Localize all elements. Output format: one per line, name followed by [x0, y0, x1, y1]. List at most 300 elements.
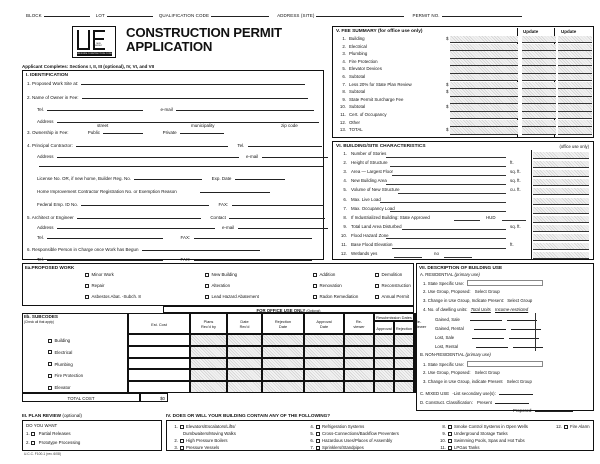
plan-review-item-1-number: 1.	[26, 431, 30, 436]
hud-input[interactable]	[502, 215, 526, 222]
subcode-row-option[interactable]	[48, 373, 83, 378]
permit-no-label: PERMIT NO.	[412, 13, 440, 18]
proposed-work-checkbox[interactable]	[313, 284, 317, 288]
fee-row-update1-input[interactable]	[522, 120, 556, 127]
characteristic-office-input[interactable]	[533, 198, 589, 205]
residential-note: (primary use)	[454, 272, 480, 277]
subcode-est-cost-input[interactable]	[128, 334, 190, 346]
fee-row-update2-input[interactable]	[558, 44, 592, 51]
characteristic-number: 2.	[343, 160, 347, 166]
subcode-office-cell[interactable]	[262, 381, 304, 393]
nonresidential-change-use-value[interactable]: Select Group	[506, 379, 532, 384]
contractor-address-input-2[interactable]	[39, 161, 323, 167]
wetlands-no-input[interactable]	[444, 251, 472, 258]
subcode-office-cell[interactable]	[304, 369, 344, 381]
proposed-work-option[interactable]	[85, 283, 104, 288]
subcode-office-cell[interactable]	[394, 381, 414, 393]
subcodes-column-header: Approval Date	[304, 313, 344, 334]
option-label: Hazardous Uses/Places of Assembly	[322, 438, 393, 443]
plan-review-item-1[interactable]	[26, 431, 71, 436]
fee-row-update2-input[interactable]	[558, 127, 592, 134]
dwelling-unit-row	[435, 324, 543, 331]
characteristic-label: Max. Live Load	[351, 196, 381, 202]
building-contains-option[interactable]	[171, 424, 235, 429]
building-contains-checkbox[interactable]	[564, 425, 568, 429]
owner-tel-input[interactable]	[47, 105, 143, 111]
subcode-checkbox[interactable]	[48, 350, 52, 354]
federal-emp-id-input[interactable]	[81, 200, 209, 206]
building-contains-option[interactable]	[439, 438, 525, 443]
building-contains-option[interactable]	[307, 438, 392, 443]
characteristic-office-input[interactable]	[533, 216, 589, 223]
fee-row-amount-input[interactable]	[450, 51, 518, 58]
subcodes-column-header: Plans Rec'd by	[190, 313, 227, 334]
section-identification	[22, 70, 324, 260]
subcode-est-cost-input[interactable]	[128, 381, 190, 393]
characteristic-office-input[interactable]	[533, 161, 589, 168]
characteristic-label: Base Flood Elevation	[351, 242, 393, 247]
fee-row-update2-input[interactable]	[558, 104, 592, 111]
page-title-line1: CONSTRUCTION PERMIT	[126, 25, 282, 40]
prototype-processing-label: Prototype Processing	[38, 440, 81, 445]
fee-row	[336, 97, 592, 104]
lot-label: LOT	[95, 13, 105, 18]
fee-row-dollar-sign: $	[446, 89, 449, 95]
building-contains-checkbox[interactable]	[180, 425, 184, 429]
fee-row-update2-input[interactable]	[558, 120, 592, 127]
subcode-office-cell[interactable]	[374, 334, 394, 346]
subcode-office-cell[interactable]	[344, 381, 374, 393]
characteristic-label: Wetlands yes	[351, 251, 378, 257]
characteristic-input[interactable]	[392, 242, 506, 249]
subcode-office-cell[interactable]	[374, 381, 394, 393]
dwelling-total-input[interactable]	[470, 315, 502, 321]
qualification-code-input[interactable]	[211, 11, 269, 17]
proposed-work-option[interactable]	[313, 283, 342, 288]
resubmission-subheader: Approval	[374, 321, 394, 334]
responsible-person-input[interactable]	[142, 245, 260, 251]
building-contains-option[interactable]	[439, 445, 479, 450]
characteristic-input[interactable]	[390, 160, 506, 167]
characteristic-label: Flood Hazard Zone	[351, 232, 389, 238]
section-2a-heading: IIa.PROPOSED WORK	[25, 265, 75, 270]
block-input[interactable]	[44, 11, 90, 17]
fee-row-update1-input[interactable]	[522, 112, 556, 119]
characteristic-input[interactable]	[386, 151, 506, 158]
characteristic-label: Max. Occupancy Load	[351, 205, 395, 211]
option-number: 6.	[310, 438, 314, 443]
subcode-office-cell[interactable]	[394, 358, 414, 370]
dwelling-total-input[interactable]	[476, 342, 508, 348]
proposed-work-site-input[interactable]	[81, 79, 305, 85]
fee-row-update1-input[interactable]	[522, 89, 556, 96]
fee-row-update1-input[interactable]	[522, 51, 556, 58]
characteristic-label: Number of Stories	[351, 151, 387, 156]
subcode-office-cell[interactable]	[374, 346, 394, 358]
fee-row-dollar-sign: $	[446, 36, 449, 41]
subcode-est-cost-input[interactable]	[128, 346, 190, 358]
construction-present-input[interactable]	[495, 398, 529, 404]
contractor-email-input[interactable]	[262, 152, 328, 158]
subcode-office-cell[interactable]	[374, 369, 394, 381]
building-characteristic-row	[336, 187, 592, 195]
nonresidential-use-group-value[interactable]: Select Group	[474, 370, 500, 375]
subcode-office-cell[interactable]	[374, 358, 394, 370]
characteristic-label: If Industrialized Building: State Approved	[351, 214, 430, 220]
characteristic-office-input[interactable]	[533, 179, 589, 186]
fee-row-amount-input[interactable]	[450, 97, 518, 104]
fee-row-amount-input[interactable]	[450, 59, 518, 66]
characteristic-unit: sq. ft.	[510, 169, 521, 175]
owner-address-label: Address	[37, 119, 54, 124]
proposed-work-option[interactable]	[85, 272, 114, 277]
principal-contractor-label: 4. Principal Contractor:	[27, 143, 73, 148]
characteristic-unit: ft.	[510, 242, 514, 247]
characteristic-label: Volume of New Structure	[351, 187, 400, 193]
characteristic-office-input[interactable]	[533, 170, 589, 177]
fee-row-update2-input[interactable]	[558, 112, 592, 119]
proposed-work-option[interactable]	[85, 294, 141, 299]
architect-tel-input[interactable]	[47, 233, 163, 239]
ownership-private-label: Private	[162, 130, 177, 135]
building-contains-option[interactable]	[555, 424, 590, 429]
fee-row-update1-input[interactable]	[522, 36, 556, 43]
fee-row-amount-input[interactable]	[450, 44, 518, 51]
building-characteristic-row	[336, 169, 592, 177]
construction-proposed-input[interactable]	[535, 406, 573, 412]
responsible-fax-input[interactable]	[194, 255, 312, 261]
permit-no-input[interactable]	[442, 11, 522, 17]
proposed-work-checkbox[interactable]	[375, 295, 379, 299]
building-contains-checkbox[interactable]	[448, 439, 452, 443]
subcode-office-cell[interactable]	[227, 334, 262, 346]
responsible-tel-input[interactable]	[47, 255, 163, 261]
characteristic-input[interactable]	[392, 169, 506, 176]
contractor-email-label: e-mail	[246, 154, 259, 159]
fee-row-amount-input[interactable]	[450, 127, 518, 134]
fee-row-update2-input[interactable]	[558, 89, 592, 96]
residential-use-group-value[interactable]: Select Group	[474, 289, 500, 294]
page-title	[126, 26, 326, 53]
proposed-work-checkbox[interactable]	[375, 273, 379, 277]
proposed-work-option[interactable]	[205, 272, 237, 277]
characteristic-input[interactable]	[402, 224, 506, 231]
architect-email-label: e-mail	[222, 225, 235, 230]
fee-row-update2-input[interactable]	[558, 66, 592, 73]
option-label: High Pressure Boilers	[186, 438, 228, 443]
subcode-office-cell[interactable]	[344, 346, 374, 358]
partial-releases-label: Partial Releases	[38, 431, 71, 436]
architect-address-input[interactable]	[57, 223, 215, 229]
building-contains-checkbox[interactable]	[316, 439, 320, 443]
subcode-label: Elevator	[54, 385, 71, 391]
subcode-office-cell[interactable]	[227, 381, 262, 393]
subcode-office-cell[interactable]	[227, 369, 262, 381]
owner-email-input[interactable]	[176, 105, 314, 111]
characteristic-office-input[interactable]	[533, 252, 589, 259]
fee-row-label: Building	[349, 36, 365, 41]
fee-row-update1-input[interactable]	[522, 59, 556, 66]
building-contains-option[interactable]	[439, 424, 528, 429]
characteristic-office-input[interactable]	[533, 234, 589, 241]
subcode-checkbox[interactable]	[48, 374, 52, 378]
proposed-work-option[interactable]	[205, 294, 259, 299]
dwelling-income-restricted-input[interactable]	[511, 324, 541, 330]
building-contains-checkbox[interactable]	[180, 446, 184, 450]
proposed-work-checkbox[interactable]	[375, 284, 379, 288]
subcode-label: Building	[54, 338, 71, 343]
mixed-use-input[interactable]	[499, 389, 533, 395]
fee-row-number: 8.	[342, 89, 346, 95]
subcode-office-cell[interactable]	[304, 346, 344, 358]
fee-row-update2-input[interactable]	[558, 36, 592, 43]
proposed-work-option[interactable]	[375, 294, 409, 299]
residential-title: A. RESIDENTIAL	[420, 272, 454, 277]
subcode-office-cell[interactable]	[262, 346, 304, 358]
fee-row-amount-input[interactable]	[450, 82, 518, 89]
architect-fax-input[interactable]	[194, 233, 312, 239]
building-contains-checkbox[interactable]	[316, 425, 320, 429]
building-contains-checkbox[interactable]	[316, 446, 320, 450]
ownership-private-input[interactable]	[180, 128, 224, 134]
building-contains-checkbox[interactable]	[448, 432, 452, 436]
partial-releases-checkbox[interactable]	[31, 432, 35, 436]
building-contains-checkbox[interactable]	[180, 439, 184, 443]
plan-review-item-2[interactable]	[26, 440, 80, 445]
subcode-office-cell[interactable]	[262, 358, 304, 370]
fee-row-amount-input[interactable]	[450, 104, 518, 111]
fee-row-amount-input[interactable]	[450, 89, 518, 96]
fee-row-number: 7.	[342, 81, 346, 87]
fee-row-amount-input[interactable]	[450, 74, 518, 81]
section-6-heading: VI. BUILDING/SITE CHARACTERISTICS	[336, 143, 426, 149]
subcode-office-cell[interactable]	[227, 346, 262, 358]
characteristic-office-input[interactable]	[533, 188, 589, 195]
fee-row-update2-input[interactable]	[558, 74, 592, 81]
option-label: Smoke Control Systems in Open Wells	[454, 424, 528, 429]
owner-tel-label: Tel.	[37, 107, 45, 112]
contractor-address-input[interactable]	[57, 152, 239, 158]
section-building-site-characteristics	[332, 141, 594, 260]
subcode-office-cell[interactable]	[304, 334, 344, 346]
building-contains-checkbox[interactable]	[448, 446, 452, 450]
proposed-work-option[interactable]	[375, 283, 411, 288]
section-6-office-use-note: (office use only)	[559, 144, 589, 149]
address-site-label: ADDRESS (SITE)	[277, 13, 315, 18]
subcode-office-cell[interactable]	[262, 334, 304, 346]
proposed-work-site-label: 1. Proposed Work Site at:	[27, 81, 79, 86]
fee-row-update1-input[interactable]	[522, 44, 556, 51]
building-contains-option[interactable]	[307, 424, 364, 429]
proposed-work-checkbox[interactable]	[85, 284, 89, 288]
building-characteristic-row	[336, 251, 592, 259]
characteristic-number: 4.	[343, 178, 347, 184]
fee-row-amount-input[interactable]	[450, 112, 518, 119]
building-contains-checkbox[interactable]	[316, 432, 320, 436]
fee-row-update1-input[interactable]	[522, 97, 556, 104]
address-sub-street: street	[97, 123, 109, 128]
subcode-office-cell[interactable]	[344, 358, 374, 370]
contractor-fax-input[interactable]	[232, 200, 324, 206]
owner-name-label: 2. Name of Owner in Fee:	[27, 95, 79, 100]
building-contains-option[interactable]	[307, 431, 399, 436]
subcode-office-cell[interactable]	[190, 358, 227, 370]
fee-row-label: TOTAL	[349, 127, 363, 133]
proposed-work-option[interactable]	[313, 294, 358, 299]
subcode-label: Plumbing	[54, 361, 73, 367]
building-characteristic-row	[336, 160, 592, 168]
subcode-office-cell[interactable]	[344, 334, 374, 346]
hic-registration-input[interactable]	[200, 187, 270, 193]
fee-row-update1-input[interactable]	[522, 66, 556, 73]
dwelling-unit-row	[435, 315, 539, 322]
fee-row-update2-input[interactable]	[558, 82, 592, 89]
wetlands-yes-input[interactable]	[394, 251, 422, 258]
prototype-processing-checkbox[interactable]	[31, 441, 35, 445]
characteristic-office-input[interactable]	[533, 152, 589, 159]
residential-state-use-input[interactable]	[467, 280, 543, 286]
subcode-office-cell[interactable]	[394, 334, 414, 346]
characteristic-input[interactable]	[380, 197, 506, 204]
fee-row-update2-input[interactable]	[558, 51, 592, 58]
fee-row-update1-input[interactable]	[522, 74, 556, 81]
fee-row-amount-input[interactable]	[450, 66, 518, 73]
proposed-work-checkbox[interactable]	[313, 273, 317, 277]
fee-row-dollar-sign: $	[446, 104, 449, 110]
characteristic-input[interactable]	[398, 187, 506, 194]
subcode-checkbox[interactable]	[48, 339, 52, 343]
subcode-office-cell[interactable]	[190, 381, 227, 393]
characteristic-number: 12.	[340, 251, 347, 257]
building-contains-option[interactable]	[171, 438, 228, 443]
responsible-tel-label: Tel.	[37, 257, 45, 262]
dwelling-income-restricted-input[interactable]	[507, 315, 537, 321]
contractor-tel-input[interactable]	[248, 141, 322, 147]
fee-row-amount-input[interactable]	[450, 36, 518, 43]
proposed-work-option[interactable]	[205, 283, 230, 288]
subcode-row-option[interactable]	[48, 362, 73, 367]
nonresidential-title: B. NON-RESIDENTIAL	[420, 352, 465, 357]
fee-row-number: 4.	[342, 58, 346, 64]
subcode-office-cell[interactable]	[394, 369, 414, 381]
fee-row-label: Less 20% for State Plan Review	[349, 81, 412, 87]
proposed-work-label: Alteration	[211, 283, 231, 288]
subcode-checkbox[interactable]	[48, 386, 52, 390]
lot-input[interactable]	[107, 11, 153, 17]
fee-col-update-1: Update	[523, 29, 539, 34]
principal-contractor-input[interactable]	[76, 141, 228, 147]
subcode-est-cost-input[interactable]	[128, 358, 190, 370]
characteristic-office-input[interactable]	[533, 207, 589, 214]
office-optional-label: (Optional)	[306, 309, 321, 313]
proposed-work-option[interactable]	[313, 272, 335, 277]
proposed-work-label: Addition	[319, 272, 336, 277]
dwelling-total-input[interactable]	[472, 333, 504, 339]
fee-row-update1-input[interactable]	[522, 82, 556, 89]
subcode-office-cell[interactable]	[344, 369, 374, 381]
subcode-row-option[interactable]	[48, 385, 71, 390]
subcode-office-cell[interactable]	[304, 381, 344, 393]
option-number: 4.	[310, 424, 314, 429]
construction-proposed-label: Proposed	[513, 408, 532, 413]
subcode-office-cell[interactable]	[304, 358, 344, 370]
proposed-work-checkbox[interactable]	[85, 273, 89, 277]
architect-contact-input[interactable]	[229, 213, 325, 219]
characteristic-number: 1.	[343, 151, 347, 156]
building-contains-option[interactable]	[439, 431, 508, 436]
subcode-office-cell[interactable]	[262, 369, 304, 381]
architect-engineer-input[interactable]	[77, 213, 201, 219]
subcode-row-option[interactable]	[48, 338, 70, 343]
characteristic-input[interactable]	[386, 233, 506, 240]
proposed-work-checkbox[interactable]	[205, 273, 209, 277]
building-contains-checkbox[interactable]	[448, 425, 452, 429]
residential-change-use-value[interactable]: Select Group	[507, 298, 533, 303]
subcode-office-cell[interactable]	[394, 346, 414, 358]
exp-date-label: Exp. Date	[211, 176, 232, 181]
fee-row	[336, 120, 592, 127]
building-contains-option[interactable]	[171, 445, 219, 450]
proposed-work-checkbox[interactable]	[313, 295, 317, 299]
characteristic-number: 11.	[341, 242, 347, 247]
subcode-office-cell[interactable]	[227, 358, 262, 370]
owner-name-input[interactable]	[82, 93, 308, 99]
characteristic-input[interactable]	[386, 178, 506, 185]
characteristic-number: 6.	[343, 196, 347, 202]
dwelling-unit-label: Lost, Rental	[435, 344, 458, 349]
fee-row-update1-input[interactable]	[522, 127, 556, 134]
proposed-work-checkbox[interactable]	[205, 295, 209, 299]
proposed-work-checkbox[interactable]	[85, 295, 89, 299]
proposed-work-checkbox[interactable]	[205, 284, 209, 288]
exp-date-input[interactable]	[235, 174, 285, 180]
dwelling-units-col2: Income-restricted	[495, 307, 529, 312]
fee-row-amount-input[interactable]	[450, 120, 518, 127]
state-approved-input[interactable]	[454, 215, 480, 222]
architect-email-input[interactable]	[238, 223, 328, 229]
characteristic-input[interactable]	[390, 206, 506, 213]
fee-row-label: Subtotal	[349, 104, 366, 110]
subcode-row-option[interactable]	[48, 350, 72, 355]
fee-row	[336, 36, 592, 43]
ownership-public-input[interactable]	[103, 128, 143, 134]
proposed-work-label: Radon Remediation	[319, 294, 359, 299]
address-site-input[interactable]	[316, 11, 404, 17]
mixed-use-title: C. MIXED USE	[420, 391, 450, 396]
subcode-office-cell[interactable]	[190, 369, 227, 381]
architect-address-label: Address	[37, 225, 54, 230]
building-contains-option[interactable]	[307, 445, 364, 450]
fee-row-update2-input[interactable]	[558, 59, 592, 66]
dwelling-income-restricted-input[interactable]	[513, 342, 543, 348]
subcode-office-cell[interactable]	[190, 346, 227, 358]
architect-fax-label: FAX:	[180, 235, 191, 240]
nonresidential-state-use-input[interactable]	[467, 361, 543, 367]
characteristic-label: New Building Area	[351, 178, 387, 184]
characteristic-office-input[interactable]	[533, 225, 589, 232]
characteristic-unit: sq. ft.	[510, 178, 521, 184]
proposed-work-option[interactable]	[375, 272, 402, 277]
subcode-office-cell[interactable]	[190, 334, 227, 346]
dwelling-total-input[interactable]	[474, 324, 506, 330]
fee-row-update1-input[interactable]	[522, 104, 556, 111]
subcode-est-cost-input[interactable]	[128, 369, 190, 381]
characteristic-office-input[interactable]	[533, 243, 589, 250]
subcode-checkbox[interactable]	[48, 362, 52, 366]
license-no-input[interactable]	[134, 174, 202, 180]
fee-row-update2-input[interactable]	[558, 97, 592, 104]
option-number: 2.	[174, 438, 178, 443]
